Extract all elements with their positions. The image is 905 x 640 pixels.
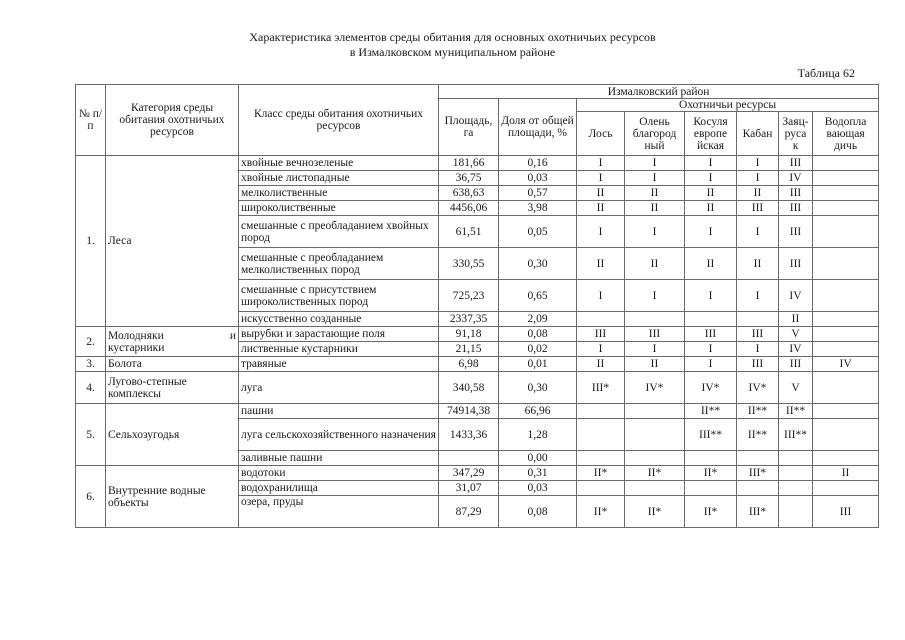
rating-cell: III** — [685, 419, 737, 451]
rating-cell: III — [779, 248, 813, 280]
document-title — [0, 30, 905, 60]
area-cell: 6,98 — [439, 357, 499, 372]
rating-cell — [625, 312, 685, 327]
rating-cell: II — [625, 186, 685, 201]
group-category: Болота — [106, 357, 239, 372]
rating-cell: I — [685, 171, 737, 186]
rating-cell: IV — [779, 280, 813, 312]
rating-cell — [813, 312, 879, 327]
rating-cell: I — [685, 280, 737, 312]
rating-cell: I — [625, 342, 685, 357]
share-cell: 66,96 — [499, 404, 577, 419]
rating-cell: I — [737, 171, 779, 186]
rating-cell: III — [813, 496, 879, 528]
rating-cell: I — [577, 280, 625, 312]
class-cell: мелколиственные — [239, 186, 439, 201]
rating-cell — [685, 451, 737, 466]
share-cell: 1,28 — [499, 419, 577, 451]
rating-cell: II — [813, 466, 879, 481]
area-cell: 61,51 — [439, 216, 499, 248]
rating-cell: IV* — [685, 372, 737, 404]
header-resources: Охотничьи ресурсы — [577, 99, 879, 112]
share-cell: 0,03 — [499, 481, 577, 496]
rating-cell: III — [625, 327, 685, 342]
rating-cell: II* — [577, 466, 625, 481]
share-cell: 0,65 — [499, 280, 577, 312]
rating-cell: II — [685, 201, 737, 216]
rating-cell — [813, 481, 879, 496]
rating-cell — [625, 404, 685, 419]
rating-cell: III — [779, 186, 813, 201]
header-num: № п/п — [76, 85, 106, 156]
class-cell: смешанные с присутствием широколиственных пород — [239, 280, 439, 312]
rating-cell: IV* — [737, 372, 779, 404]
area-cell: 31,07 — [439, 481, 499, 496]
rating-cell — [779, 481, 813, 496]
header-class: Класс среды обитания охотничьих ресурсов — [239, 85, 439, 156]
rating-cell: III — [577, 327, 625, 342]
rating-cell: II — [779, 312, 813, 327]
rating-cell: II — [625, 201, 685, 216]
rating-cell: II — [577, 186, 625, 201]
rating-cell: II** — [737, 419, 779, 451]
rating-cell: IV — [813, 357, 879, 372]
rating-cell: III — [737, 357, 779, 372]
rating-cell: I — [685, 156, 737, 171]
group-num: 5. — [76, 404, 106, 466]
table-body — [76, 156, 879, 528]
share-cell: 0,31 — [499, 466, 577, 481]
area-cell: 36,75 — [439, 171, 499, 186]
title-line-1: Характеристика элементов среды обитания для основных охотничьих ресурсов — [249, 30, 656, 44]
rating-cell — [813, 327, 879, 342]
rating-cell: II — [577, 201, 625, 216]
rating-cell — [625, 481, 685, 496]
header-species: Водопла вающая дичь — [813, 112, 879, 156]
area-cell: 87,29 — [439, 496, 499, 528]
header-species: Лось — [577, 112, 625, 156]
rating-cell: III — [779, 156, 813, 171]
rating-cell: IV — [779, 171, 813, 186]
rating-cell — [813, 216, 879, 248]
rating-cell: III — [737, 327, 779, 342]
habitat-table — [75, 84, 879, 528]
rating-cell: II* — [625, 466, 685, 481]
rating-cell — [779, 466, 813, 481]
rating-cell: III — [779, 216, 813, 248]
class-cell: луга сельскохозяйственного назначения — [239, 419, 439, 451]
rating-cell: I — [685, 342, 737, 357]
rating-cell — [625, 419, 685, 451]
header-share: Доля от общей площади, % — [499, 99, 577, 156]
rating-cell: III* — [737, 496, 779, 528]
class-cell: смешанные с преобладанием мелколиственных пород — [239, 248, 439, 280]
rating-cell — [737, 312, 779, 327]
rating-cell: II* — [685, 466, 737, 481]
rating-cell — [625, 451, 685, 466]
rating-cell: I — [577, 216, 625, 248]
share-cell: 0,08 — [499, 496, 577, 528]
share-cell: 0,08 — [499, 327, 577, 342]
rating-cell: III* — [577, 372, 625, 404]
rating-cell: II — [577, 357, 625, 372]
rating-cell: I — [577, 156, 625, 171]
share-cell: 0,30 — [499, 248, 577, 280]
group-num: 1. — [76, 156, 106, 327]
rating-cell — [813, 201, 879, 216]
share-cell: 0,03 — [499, 171, 577, 186]
rating-cell: IV — [779, 342, 813, 357]
header-species: Косуля европе йская — [685, 112, 737, 156]
group-num: 6. — [76, 466, 106, 528]
title-line-2: в Измалковском муниципальном районе — [349, 45, 556, 59]
area-cell: 4456,06 — [439, 201, 499, 216]
area-cell: 21,15 — [439, 342, 499, 357]
rating-cell: II* — [685, 496, 737, 528]
rating-cell: I — [737, 216, 779, 248]
header-area: Площадь, га — [439, 99, 499, 156]
group-num: 4. — [76, 372, 106, 404]
rating-cell: I — [685, 357, 737, 372]
class-cell: водохранилища — [239, 481, 439, 496]
rating-cell: II — [737, 248, 779, 280]
area-cell: 181,66 — [439, 156, 499, 171]
rating-cell — [737, 481, 779, 496]
share-cell: 0,57 — [499, 186, 577, 201]
group-num: 2. — [76, 327, 106, 357]
header-species: Заяц-руса к — [779, 112, 813, 156]
rating-cell: II** — [685, 404, 737, 419]
class-cell: хвойные вечнозеленые — [239, 156, 439, 171]
rating-cell: III — [779, 357, 813, 372]
area-cell: 347,29 — [439, 466, 499, 481]
class-cell: заливные пашни — [239, 451, 439, 466]
rating-cell: I — [625, 171, 685, 186]
area-cell — [439, 451, 499, 466]
rating-cell: I — [625, 156, 685, 171]
class-cell: смешанные с преобладанием хвойных пород — [239, 216, 439, 248]
rating-cell: I — [577, 342, 625, 357]
rating-cell: III** — [779, 419, 813, 451]
rating-cell — [813, 372, 879, 404]
area-cell: 1433,36 — [439, 419, 499, 451]
group-category — [106, 327, 239, 357]
rating-cell — [813, 451, 879, 466]
share-cell: 0,00 — [499, 451, 577, 466]
rating-cell: II — [625, 357, 685, 372]
area-cell: 330,55 — [439, 248, 499, 280]
rating-cell: II* — [625, 496, 685, 528]
class-cell: озера, пруды — [239, 496, 439, 528]
rating-cell: II — [625, 248, 685, 280]
header-species: Кабан — [737, 112, 779, 156]
group-num: 3. — [76, 357, 106, 372]
rating-cell: II — [577, 248, 625, 280]
rating-cell: III — [779, 201, 813, 216]
area-cell: 74914,38 — [439, 404, 499, 419]
area-cell: 2337,35 — [439, 312, 499, 327]
rating-cell — [685, 312, 737, 327]
class-cell: водотоки — [239, 466, 439, 481]
rating-cell — [813, 404, 879, 419]
rating-cell: IV* — [625, 372, 685, 404]
rating-cell — [577, 312, 625, 327]
share-cell: 3,98 — [499, 201, 577, 216]
rating-cell — [779, 496, 813, 528]
rating-cell — [813, 156, 879, 171]
category-word: и — [229, 329, 236, 342]
class-cell: искусственно созданные — [239, 312, 439, 327]
area-cell: 725,23 — [439, 280, 499, 312]
table-label: Таблица 62 — [797, 66, 855, 80]
header-species: Олень благород ный — [625, 112, 685, 156]
rating-cell: V — [779, 327, 813, 342]
area-cell: 91,18 — [439, 327, 499, 342]
group-category: Леса — [106, 156, 239, 327]
rating-cell: II — [737, 186, 779, 201]
group-category: Сельхозугодья — [106, 404, 239, 466]
rating-cell — [577, 451, 625, 466]
share-cell: 0,16 — [499, 156, 577, 171]
class-cell: травяные — [239, 357, 439, 372]
rating-cell: I — [737, 156, 779, 171]
class-cell: пашни — [239, 404, 439, 419]
rating-cell: II — [685, 186, 737, 201]
rating-cell: I — [685, 216, 737, 248]
class-cell: широколиственные — [239, 201, 439, 216]
rating-cell: II — [685, 248, 737, 280]
rating-cell: I — [737, 342, 779, 357]
rating-cell — [813, 419, 879, 451]
rating-cell — [813, 248, 879, 280]
rating-cell — [577, 419, 625, 451]
rating-cell — [685, 481, 737, 496]
rating-cell — [779, 451, 813, 466]
rating-cell: I — [577, 171, 625, 186]
rating-cell: I — [625, 280, 685, 312]
class-cell: вырубки и зарастающие поля — [239, 327, 439, 342]
rating-cell: V — [779, 372, 813, 404]
rating-cell: I — [737, 280, 779, 312]
area-cell: 638,63 — [439, 186, 499, 201]
share-cell: 0,02 — [499, 342, 577, 357]
class-cell: хвойные листопадные — [239, 171, 439, 186]
rating-cell: I — [625, 216, 685, 248]
share-cell: 0,30 — [499, 372, 577, 404]
rating-cell: III — [737, 201, 779, 216]
share-cell: 0,01 — [499, 357, 577, 372]
share-cell: 0,05 — [499, 216, 577, 248]
share-cell: 2,09 — [499, 312, 577, 327]
rating-cell — [813, 342, 879, 357]
category-word: кустарники — [108, 341, 165, 354]
header-category: Категория среды обитания охотничьих ресурсов — [106, 85, 239, 156]
category-word: Молодняки — [108, 329, 164, 342]
area-cell: 340,58 — [439, 372, 499, 404]
rating-cell — [737, 451, 779, 466]
class-cell: лиственные кустарники — [239, 342, 439, 357]
rating-cell — [577, 404, 625, 419]
rating-cell — [577, 481, 625, 496]
rating-cell: II** — [737, 404, 779, 419]
group-category: Лугово-степные комплексы — [106, 372, 239, 404]
rating-cell: II* — [577, 496, 625, 528]
header-district: Измалковский район — [439, 85, 879, 99]
rating-cell: III* — [737, 466, 779, 481]
class-cell: луга — [239, 372, 439, 404]
rating-cell: II** — [779, 404, 813, 419]
rating-cell: III — [685, 327, 737, 342]
group-category: Внутренние водные объекты — [106, 466, 239, 528]
rating-cell — [813, 186, 879, 201]
rating-cell — [813, 280, 879, 312]
rating-cell — [813, 171, 879, 186]
